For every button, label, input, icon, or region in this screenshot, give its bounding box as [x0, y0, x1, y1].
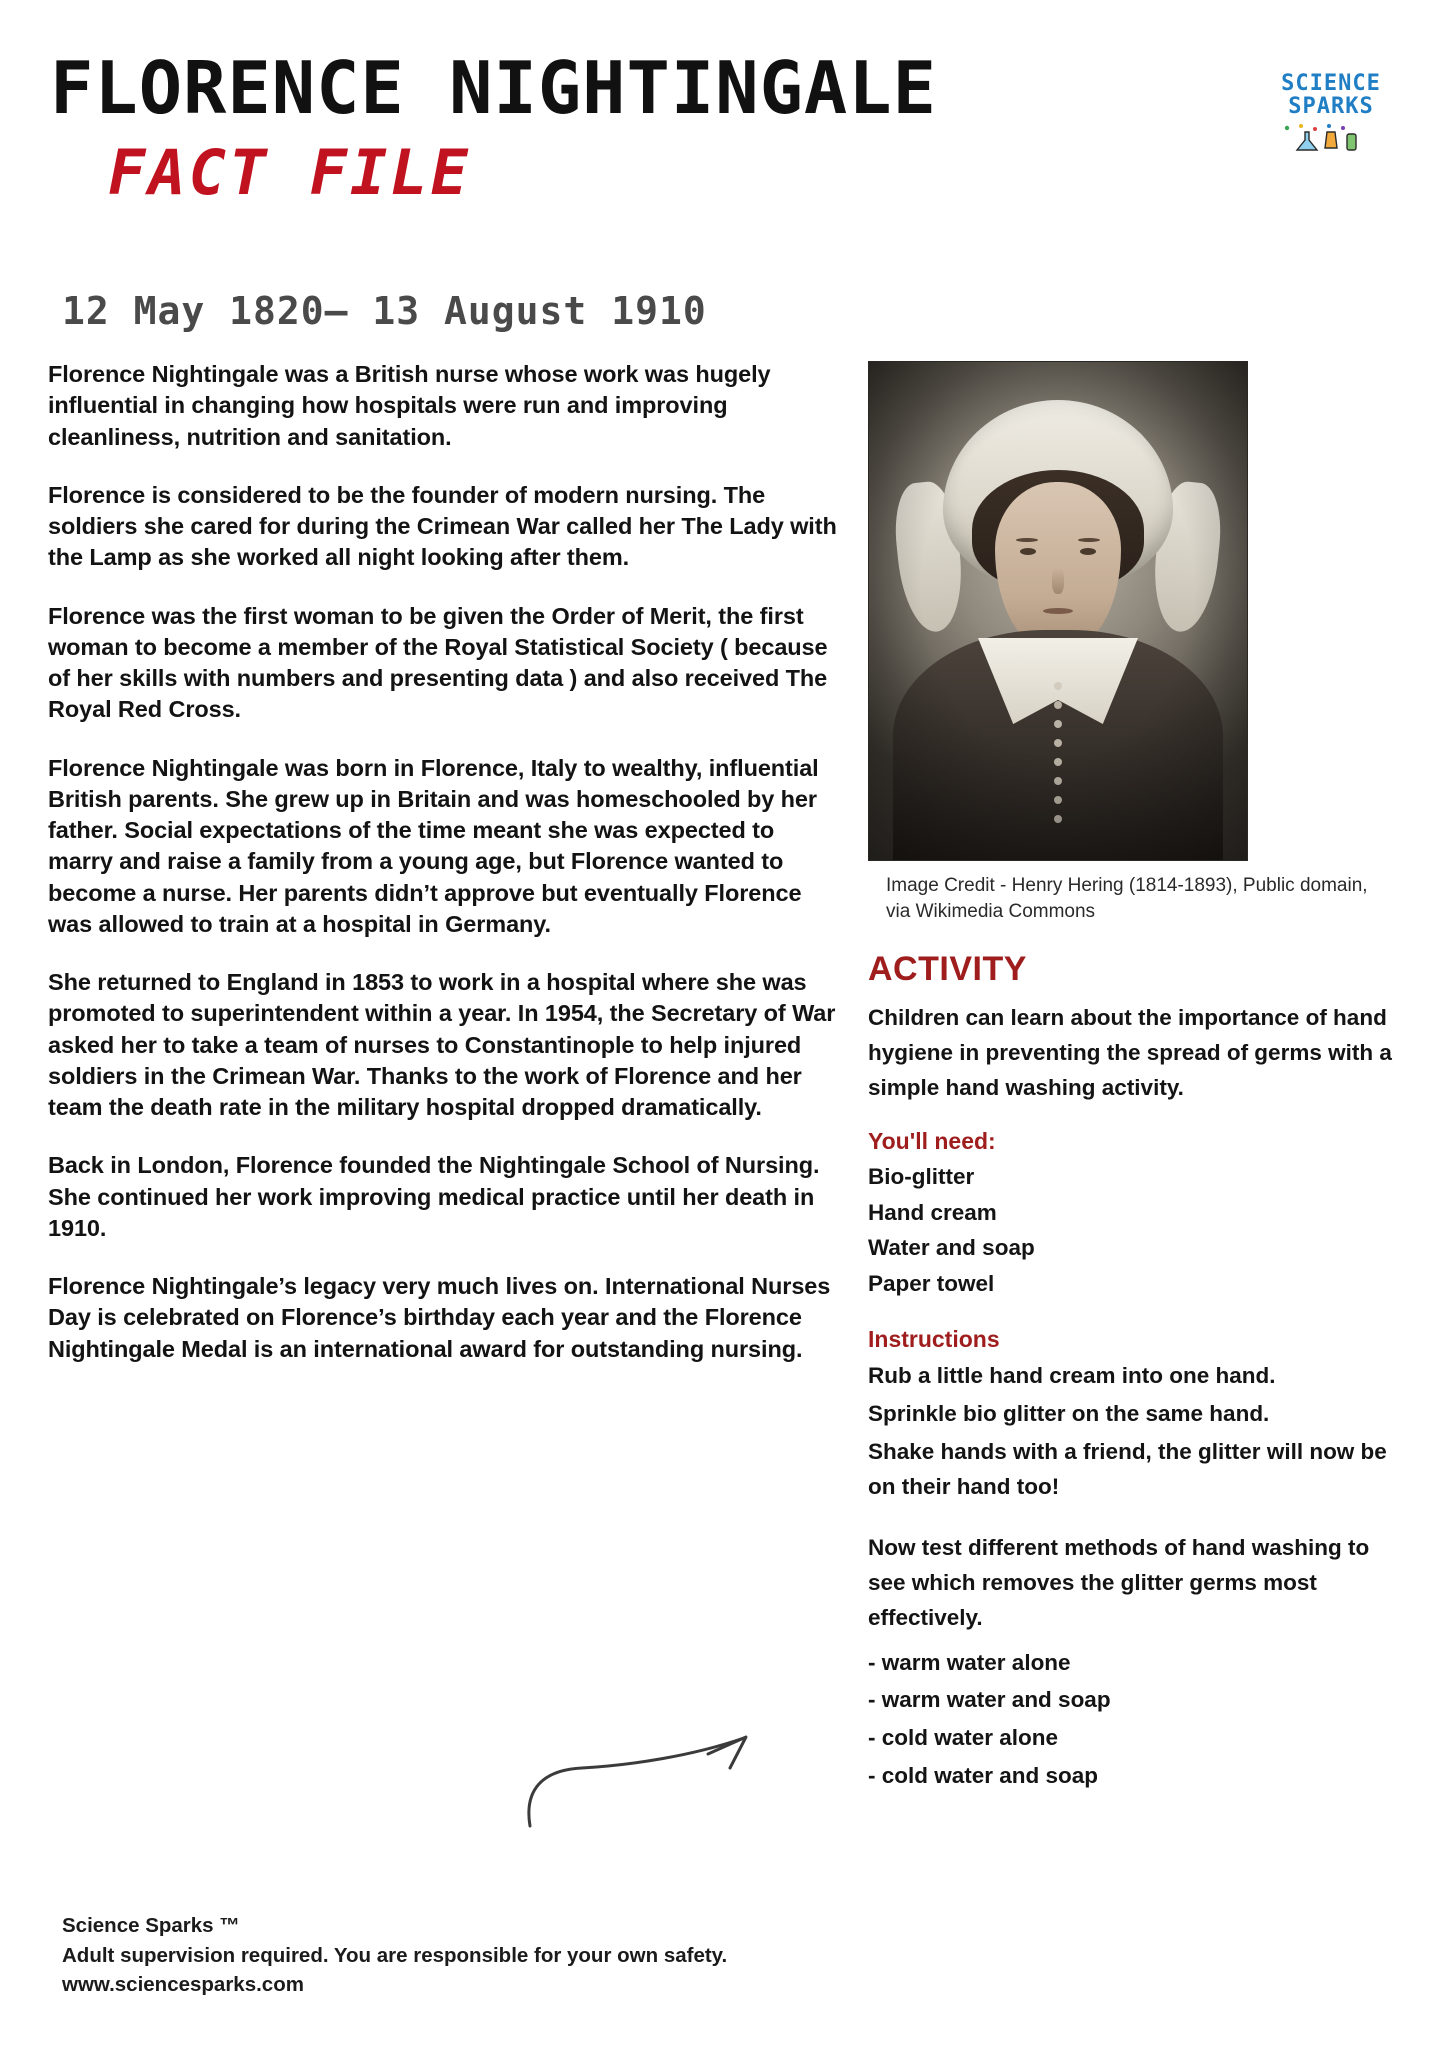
bio-paragraph: Florence Nightingale’s legacy very much lives on. International Nurses Day is celebrated on Florence’s birthday each year and the Florence Nightingale Medal is an international award for outstanding nursing.: [48, 1273, 831, 1362]
list-item: Shake hands with a friend, the glitter will now be on their hand too!: [868, 1439, 1387, 1500]
image-credit: Image Credit - Henry Hering (1814-1893), Public domain, via Wikimedia Commons: [886, 875, 1368, 922]
florence-nightingale-photo: [868, 361, 1248, 861]
list-item: Sprinkle bio glitter on the same hand.: [868, 1401, 1270, 1427]
page-footer: [62, 1911, 727, 2000]
footer-disclaimer: Adult supervision required. You are responsible for your own safety.: [62, 1943, 728, 1967]
biography-column: [48, 359, 838, 1392]
footer-website[interactable]: www.sciencesparks.com: [62, 1973, 304, 1997]
instructions-heading: Instructions: [868, 1326, 1000, 1353]
list-item: - cold water and soap: [868, 1763, 1099, 1789]
bio-paragraph: Florence Nightingale was a British nurse whose work was hugely influential in changing how hospitals were run and improving cleanliness, nutrition and sanitation.: [48, 361, 771, 450]
bio-paragraph: She returned to England in 1853 to work in a hospital where she was promoted to superintendent within a year. In 1954, the Secretary of War asked her to take a team of nurses to Constantinople to help injured soldiers in the Crimean War. Thanks to the work of Florence and her team the death rate in the military hospital dropped dramatically.: [48, 969, 836, 1120]
bio-paragraph: Back in London, Florence founded the Nightingale School of Nursing. She continued her work improving medical practice until her death in 1910.: [48, 1152, 820, 1241]
activity-heading: ACTIVITY: [868, 950, 1027, 989]
activity-intro: Children can learn about the importance of hand hygiene in preventing the spread of germs with a simple hand washing activity.: [868, 1005, 1392, 1101]
beaker-icon: [1266, 122, 1396, 152]
materials-heading: You'll need:: [868, 1127, 996, 1154]
footer-brand: Science Sparks ™: [62, 1913, 240, 1937]
logo-line-2: SPARKS: [1288, 94, 1374, 120]
page-title: FLORENCE NIGHTINGALE: [50, 46, 937, 130]
test-intro-text: Now test different methods of hand washing to see which removes the glitter germs most effectively.: [868, 1534, 1370, 1630]
content-columns: [48, 359, 1400, 1820]
instructions-list: [868, 1359, 1394, 1505]
list-item: Bio-glitter: [868, 1163, 975, 1189]
life-dates: 12 May 1820– 13 August 1910: [62, 289, 707, 333]
bio-paragraph: Florence was the first woman to be given the Order of Merit, the first woman to become a member of the Royal Statistical Society ( because of her skills with numbers and presenting data ) and also received The Royal Red Cross.: [48, 602, 828, 723]
bio-paragraph: Florence Nightingale was born in Florence, Italy to wealthy, influential British parents. She grew up in Britain and was homeschooled by her father. Social expectations of the time meant she was expected to marry and raise a family from a young age, but Florence wanted to become a nurse. Her parents didn’t approve but eventually Florence was allowed to train at a hospital in Germany.: [48, 754, 819, 937]
list-item: Paper towel: [868, 1270, 995, 1296]
list-item: Water and soap: [868, 1235, 1035, 1261]
list-item: - warm water alone: [868, 1649, 1071, 1675]
activity-column: [864, 359, 1394, 1820]
list-item: Rub a little hand cream into one hand.: [868, 1363, 1276, 1389]
methods-list: [868, 1646, 1394, 1795]
list-item: Hand cream: [868, 1199, 997, 1225]
page-header: [48, 46, 1400, 267]
page-subtitle: FACT FILE: [108, 136, 471, 209]
portrait-block: [864, 361, 1394, 924]
biography-text: [48, 359, 838, 1365]
materials-list: [868, 1161, 1394, 1301]
bio-paragraph: Florence is considered to be the founder of modern nursing. The soldiers she cared for during the Crimean War called her The Lady with the Lamp as she worked all night looking after them.: [48, 481, 837, 571]
list-item: - cold water alone: [868, 1725, 1059, 1751]
list-item: - warm water and soap: [868, 1687, 1111, 1713]
science-sparks-logo: [1266, 72, 1396, 152]
logo-line-1: SCIENCE: [1281, 71, 1381, 96]
